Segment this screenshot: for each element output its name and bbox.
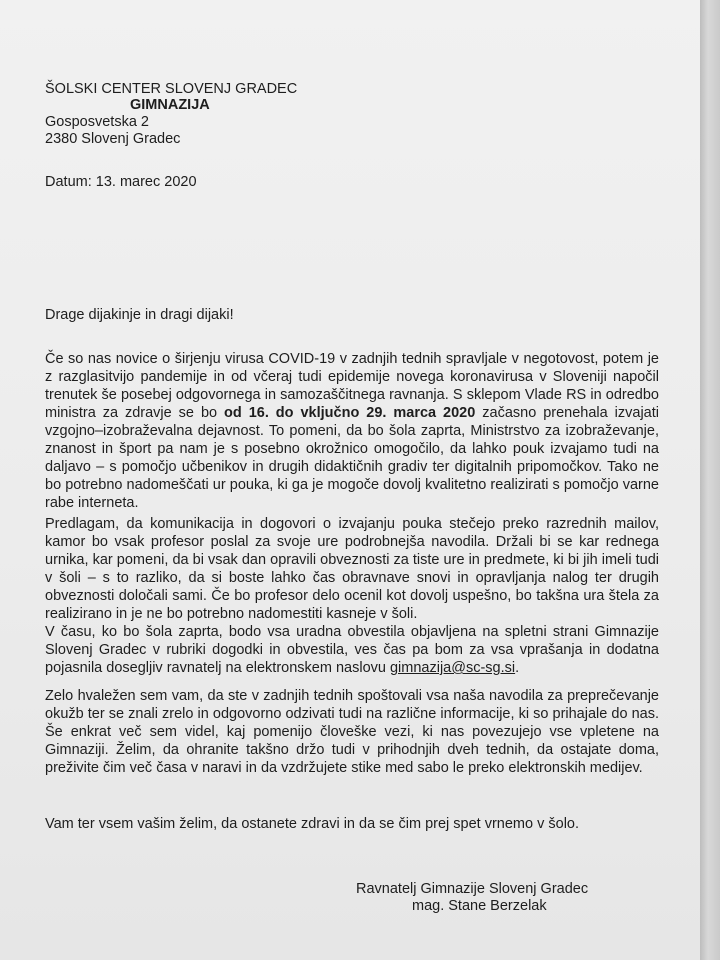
paper-edge (700, 0, 720, 960)
signature-title: Ravnatelj Gimnazije Slovenj Gradec (356, 881, 589, 897)
greeting: Drage dijakinje in dragi dijaki! (45, 307, 234, 323)
letter-date: Datum: 13. marec 2020 (45, 174, 197, 190)
paragraph-instructions: Predlagam, da komunikacija in dogovori o izvajanju pouka stečejo preko razrednih mailov, kamor bo vsak profesor poslal za svoje ure podrobnejša navodila. Držali bi se kar rednega urnika, kar pomeni, da bi vsak dan opravili obveznosti za tiste ure in predmete, ki bi jih imeli tudi v šoli – s to razliko, da si boste lahko čas obravnave snovi in opravljanja nalog ter drugih obveznosti določali sami. Če bo profesor delo ocenil kot dovolj uspešno, bo takšna ura štela za realizirano in je ne bo potrebno nadomestiti kasneje v šoli. (45, 516, 659, 622)
address-street: Gosposvetska 2 (45, 114, 149, 130)
signature-name: mag. Stane Berzelak (412, 898, 547, 914)
closure-dates: od 16. do vključno 29. marca 2020 (224, 405, 476, 421)
school-name: ŠOLSKI CENTER SLOVENJ GRADEC (45, 81, 298, 97)
paragraph-notices (45, 623, 659, 677)
paragraph-notices-text-1: V času, ko bo šola zaprta, bodo vsa uradna obvestila objavljena na spletni strani Gimnazije Slovenj Gradec v rubriki dogodki in obvestila, ves čas pa bom za vsa vprašanja in dodatna pojasnila dosegljiv ravnatelj na elektronskem naslovu (45, 624, 659, 676)
school-unit: GIMNAZIJA (130, 97, 210, 113)
paragraph-announcement-text-1: Če so nas novice o širjenju virusa COVID-19 v zadnjih tednih spravljale v negotovost, potem je z razglasitvijo pandemije in od včeraj tudi epidemije novega koronavirusa v Sloveniji napočil trenutek še posebej odgovornega in samozaščitnega ravnanja. S sklepom Vlade RS in odredbo ministra za zdravje se bo (45, 351, 659, 421)
paragraph-notices-text-2: . (515, 660, 520, 676)
address-city: 2380 Slovenj Gradec (45, 131, 181, 147)
paragraph-announcement (45, 350, 659, 512)
email-link[interactable]: gimnazija@sc-sg.si (389, 660, 516, 676)
closing-wish: Vam ter vsem vašim želim, da ostanete zdravi in da se čim prej spet vrnemo v šolo. (45, 816, 580, 832)
paragraph-thanks: Zelo hvaležen sem vam, da ste v zadnjih tednih spoštovali vsa naša navodila za preprečevanje okužb ter se znali zrelo in odgovorno odzivati tudi na različne informacije, ki so prihajale do nas. Še enkrat več sem videl, kaj pomenijo človeške vezi, ki nas povezujejo vse vpletene na Gimnaziji. Želim, da ohranite takšno držo tudi v prihodnjih dveh tednih, da ostajate doma, preživite čim več časa v naravi in da vzdržujete stike med sabo le preko elektronskih medijev. (45, 688, 659, 776)
paragraph-announcement-text-2: začasno prenehala izvajati vzgojno–izobraževalna dejavnost. To pomeni, da bo šola zaprta, Ministrstvo za izobraževanje, znanost in šport pa nam je s posebno okrožnico omogočilo, da lahko pouk izvajamo tudi na daljavo – s pomočjo učbenikov in drugih didaktičnih gradiv ter digitalnih pripomočkov. Tako ne bo potrebno nadomeščati ur pouka, ki ga je mogoče dovolj kvalitetno realizirati s pomočjo varne rabe interneta. (45, 405, 659, 511)
